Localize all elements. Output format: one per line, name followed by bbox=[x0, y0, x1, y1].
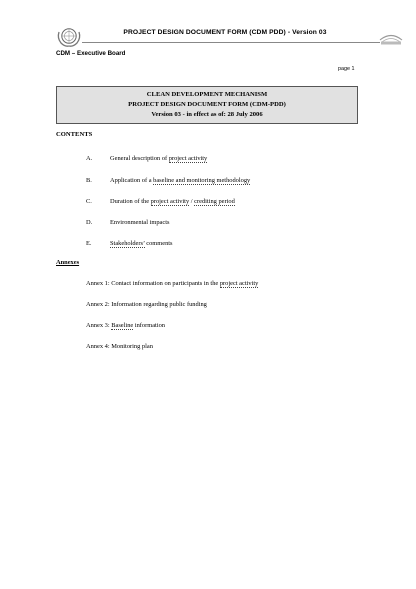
glossary-link[interactable]: Stakeholders’ bbox=[110, 240, 145, 247]
glossary-link[interactable]: project activity bbox=[168, 155, 208, 162]
annex-item-3 bbox=[86, 322, 165, 329]
unfccc-logo-icon bbox=[378, 30, 404, 46]
toc-letter: B. bbox=[86, 177, 92, 184]
toc-letter: D. bbox=[86, 219, 93, 226]
toc-letter: E. bbox=[86, 240, 92, 247]
page-number: page 1 bbox=[338, 66, 355, 72]
contents-heading: CONTENTS bbox=[56, 131, 93, 138]
header-divider bbox=[82, 42, 380, 43]
toc-text bbox=[110, 198, 235, 205]
title-box bbox=[56, 86, 358, 124]
annex-item-1 bbox=[86, 280, 258, 287]
executive-board-label: CDM – Executive Board bbox=[56, 50, 126, 57]
glossary-link[interactable]: project activity bbox=[219, 280, 259, 287]
toc-text-plain: Application of a bbox=[110, 177, 154, 184]
title-line-1: CLEAN DEVELOPMENT MECHANISM bbox=[146, 91, 268, 98]
annex-item-2 bbox=[86, 301, 207, 308]
toc-text-plain: comments bbox=[144, 240, 173, 247]
toc-letter: A. bbox=[86, 155, 93, 162]
title-line-3: Version 03 - in effect as of: 28 July 2006 bbox=[151, 110, 263, 118]
toc-text-plain: Duration of the bbox=[110, 198, 151, 205]
annex-text: Annex 1: Contact information on participants in the bbox=[86, 280, 220, 287]
toc-text-plain: / bbox=[189, 198, 195, 205]
annex-text: Annex 3: bbox=[86, 322, 112, 329]
toc-letter: C. bbox=[86, 198, 92, 205]
title-line-2: PROJECT DESIGN DOCUMENT FORM (CDM-PDD) bbox=[128, 100, 286, 108]
header-title: PROJECT DESIGN DOCUMENT FORM (CDM PDD) - Version 03 bbox=[123, 29, 327, 36]
toc-text bbox=[110, 155, 207, 162]
annexes-heading: Annexes bbox=[56, 259, 80, 266]
toc-text bbox=[110, 177, 250, 184]
annex-text: Annex 2: Information regarding public funding bbox=[86, 301, 207, 308]
glossary-link[interactable]: crediting period bbox=[194, 198, 235, 205]
toc-text bbox=[110, 240, 173, 247]
glossary-link[interactable]: baseline and monitoring methodology bbox=[153, 177, 251, 184]
un-emblem-icon bbox=[56, 26, 82, 48]
toc-text-plain: General description of bbox=[110, 155, 169, 162]
glossary-link[interactable]: Baseline bbox=[111, 322, 134, 329]
annex-text: Annex 4: Monitoring plan bbox=[86, 343, 153, 350]
annex-item-4 bbox=[86, 343, 153, 350]
annex-text: information bbox=[133, 322, 166, 329]
toc-text-plain: Environmental impacts bbox=[110, 219, 170, 226]
glossary-link[interactable]: project activity bbox=[150, 198, 190, 205]
toc-text bbox=[110, 219, 169, 226]
